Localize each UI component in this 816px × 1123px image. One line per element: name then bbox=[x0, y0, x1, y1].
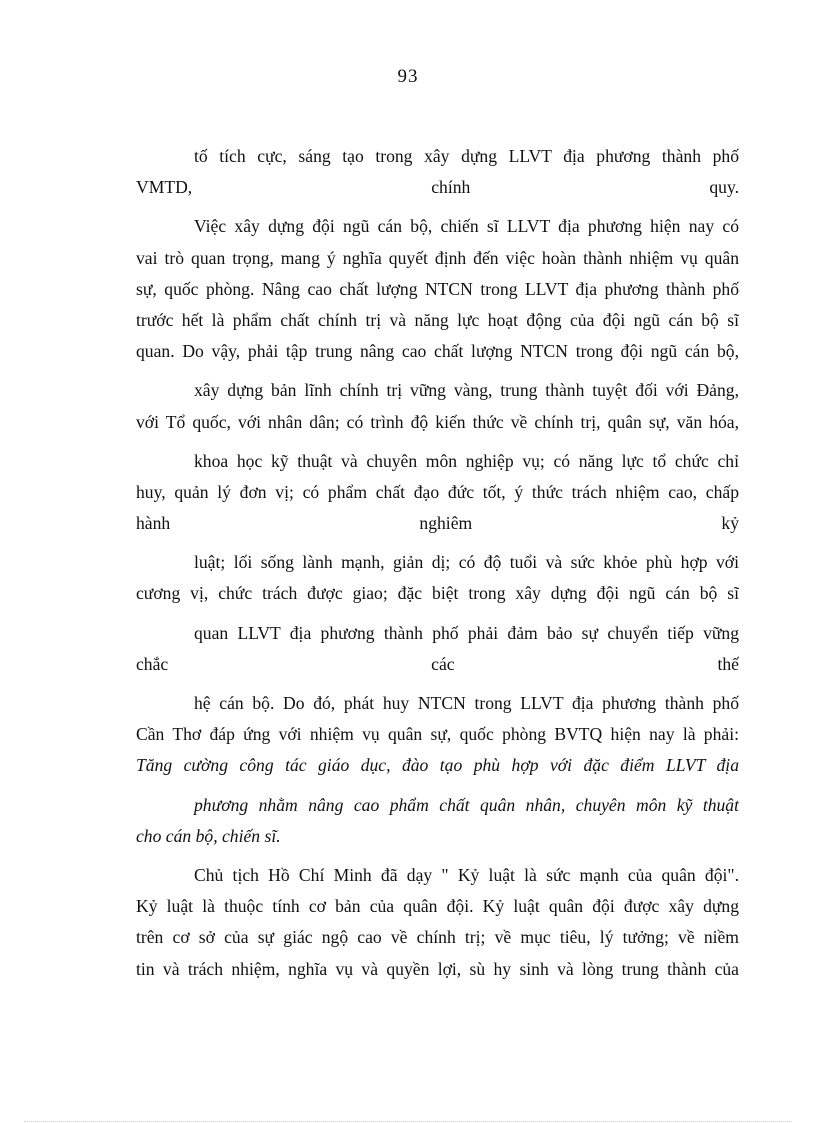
text-line: Việc xây dựng đội ngũ cán bộ, chiến sĩ LLVT địa phương hiện nay có bbox=[194, 216, 739, 237]
text-line: quan. Do vậy, phải tập trung nâng cao chất lượng NTCN trong đội ngũ cán bộ, bbox=[136, 341, 739, 362]
text-line: quan LLVT địa phương thành phố phải đảm bảo sự chuyển tiếp vững bbox=[194, 622, 739, 643]
text-line: chắc các thế bbox=[136, 653, 739, 674]
text-line: phương nhằm nâng cao phẩm chất quân nhân, chuyên môn kỹ thuật bbox=[194, 794, 739, 815]
text-line: vai trò quan trọng, mang ý nghĩa quyết định đến việc hoàn thành nhiệm vụ quân bbox=[136, 247, 739, 268]
body-text bbox=[136, 141, 739, 985]
text-line: xây dựng bản lĩnh chính trị vững vàng, trung thành tuyệt đối với Đảng, bbox=[194, 380, 739, 401]
text-line: sự, quốc phòng. Nâng cao chất lượng NTCN trong LLVT địa phương thành phố bbox=[136, 278, 739, 299]
text-line: tố tích cực, sáng tạo trong xây dựng LLVT địa phương thành phố bbox=[194, 146, 739, 166]
page-number: 93 bbox=[397, 66, 419, 87]
text-line: hệ cán bộ. Do đó, phát huy NTCN trong LLVT địa phương thành phố bbox=[194, 693, 739, 713]
text-line: trước hết là phẩm chất chính trị và năng lực hoạt động của đội ngũ cán bộ sĩ bbox=[136, 309, 739, 330]
text-line: VMTD, chính quy. bbox=[136, 177, 739, 198]
bottom-divider bbox=[24, 1121, 792, 1122]
text-line: cương vị, chức trách được giao; đặc biệt trong xây dựng đội ngũ cán bộ sĩ bbox=[136, 583, 739, 604]
text-line: cho cán bộ, chiến sĩ. bbox=[136, 825, 281, 846]
text-line: khoa học kỹ thuật và chuyên môn nghiệp vụ; có năng lực tổ chức chỉ bbox=[194, 450, 739, 471]
text-line: với Tổ quốc, với nhân dân; có trình độ kiến thức về chính trị, quân sự, văn hóa, bbox=[136, 411, 739, 432]
text-line: Cần Thơ đáp ứng với nhiệm vụ quân sự, quốc phòng BVTQ hiện nay là phải: bbox=[136, 724, 739, 745]
text-line: Tăng cường công tác giáo dục, đào tạo phù hợp với đặc điểm LLVT địa bbox=[136, 755, 739, 776]
text-line: tin và trách nhiệm, nghĩa vụ và quyền lợi, sù hy sinh và lòng trung thành của bbox=[136, 958, 739, 979]
text-line: trên cơ sở của sự giác ngộ cao về chính trị; về mục tiêu, lý tưởng; về niềm bbox=[136, 927, 739, 948]
text-line: huy, quản lý đơn vị; có phẩm chất đạo đức tốt, ý thức trách nhiệm cao, chấp bbox=[136, 481, 739, 502]
text-line: Chủ tịch Hồ Chí Minh đã dạy " Kỷ luật là sức mạnh của quân đội". bbox=[194, 864, 739, 885]
text-line: hành nghiêm kỷ bbox=[136, 513, 739, 534]
text-line: Kỷ luật là thuộc tính cơ bản của quân đội. Kỷ luật quân đội được xây dựng bbox=[136, 896, 739, 917]
text-line: luật; lối sống lành mạnh, giản dị; có độ tuổi và sức khỏe phù hợp với bbox=[194, 552, 739, 573]
